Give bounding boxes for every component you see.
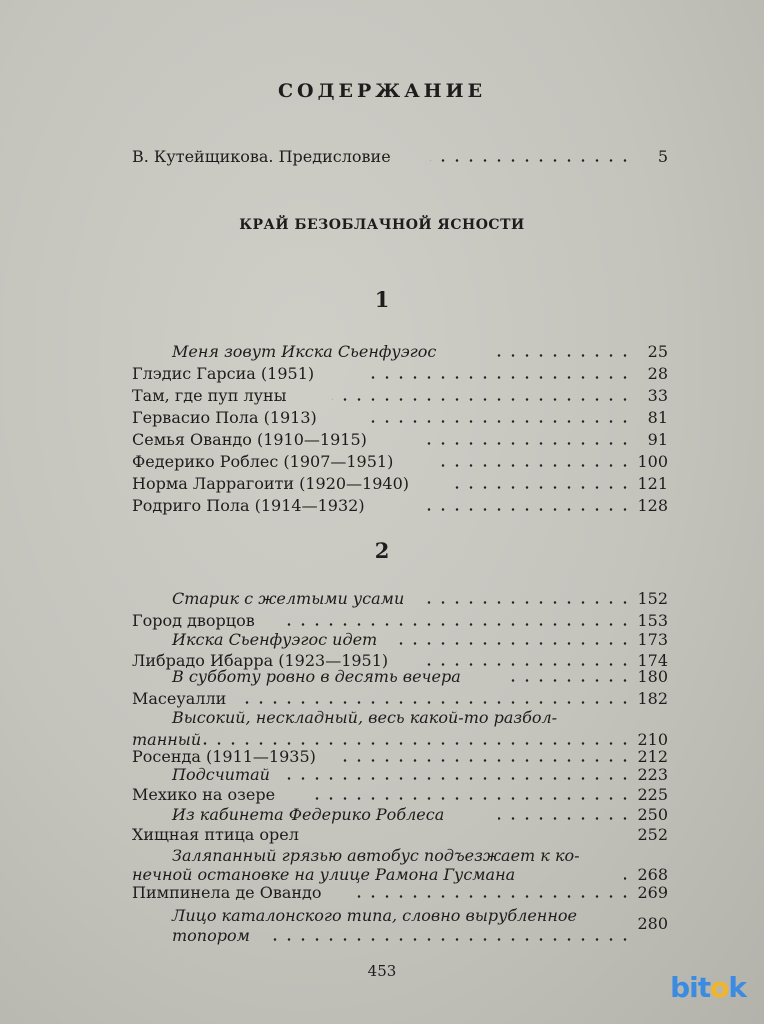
page-title: СОДЕРЖАНИЕ [277,80,487,102]
toc-entry [132,451,668,473]
toc-entry [132,784,668,806]
toc-entry-label: Либрадо Ибарра (1923—1951) [132,651,389,670]
toc-entry-page: 5 [657,147,668,166]
leader-dots [498,817,632,820]
toc-entry-label: В субботу ровно в десять вечера [172,667,461,686]
toc-entry-label: Заляпанный грязью автобус подъезжает к ко- [172,846,580,865]
toc-entry-label: Федерико Роблес (1907—1951) [132,452,394,471]
toc-entry-label: Подсчитай [172,765,270,784]
leader-dots [312,797,632,800]
toc-entry-label: Из кабинета Федерико Роблеса [172,805,445,824]
toc-entry-page: 128 [637,496,668,515]
toc-entry [132,588,668,610]
leader-dots [282,777,632,780]
toc-entry-label: Гервасио Пола (1913) [132,408,317,427]
toc-entry-label: В. Кутейщикова. Предисловие [132,147,391,166]
leader-dots [430,159,632,162]
watermark-text-b: o [710,971,729,1004]
leader-dots [502,679,632,682]
toc-entry-page: 280 [637,914,668,933]
toc-entry [132,341,668,363]
leader-dots [370,420,632,423]
toc-entry-page: 152 [637,589,668,608]
page-number: 453 [367,962,397,980]
toc-entry-page: 173 [637,630,668,649]
toc-entry-page: 210 [637,730,668,749]
toc-entry [132,666,668,688]
toc-entry-page: 223 [637,765,668,784]
toc-entry-page: 174 [637,651,668,670]
toc-entry [132,495,668,517]
leader-dots [624,877,632,880]
toc-entry-label: нечной остановке на улице Рамона Гусмана [132,865,516,884]
leader-dots [362,376,632,379]
leader-dots [418,508,632,511]
leader-dots [492,354,632,357]
toc-entry-page: 225 [637,785,668,804]
toc-entry [132,882,668,904]
watermark-text-a: bit [670,971,711,1004]
toc-entry-label: Город дворцов [132,611,255,630]
toc-entry-label: Меня зовут Икска Сьенфуэгос [172,342,437,361]
toc-entry [132,407,668,429]
leader-dots [440,464,632,467]
toc-entry-label: Старик с желтыми усами [172,589,405,608]
leader-dots [452,486,632,489]
toc-entry-page: 33 [647,386,668,405]
toc-entry-label: Высокий, нескладный, весь какой-то разбол- [172,708,558,727]
watermark-logo [670,971,746,1004]
toc-entry [132,429,668,451]
toc-entry-label: Родриго Пола (1914—1932) [132,496,365,515]
toc-entry-label: Пимпинела де Овандо [132,883,322,902]
toc-entry-page: 250 [637,805,668,824]
leader-dots [432,837,632,840]
toc-entry-page: 81 [647,408,668,427]
leader-dots [202,742,632,745]
toc-entry [132,764,668,786]
toc-entry-label: Норма Ларрагоити (1920—1940) [132,474,410,493]
toc-entry-label: Хищная птица орел [132,825,299,844]
leader-dots [332,398,632,401]
part-number-1: 1 [374,287,390,312]
toc-entry [132,363,668,385]
toc-entry [132,824,668,846]
leader-dots [342,759,632,762]
leader-dots [352,895,632,898]
part-number-2: 2 [374,538,390,563]
toc-entry-page: 153 [637,611,668,630]
toc-entry-label: Икска Сьенфуэгос идет [172,630,378,649]
leader-dots [424,601,632,604]
leader-dots [396,642,632,645]
toc-entry-page: 28 [647,364,668,383]
leader-dots [422,442,632,445]
toc-entry [132,473,668,495]
toc-entry-label: Лицо каталонского типа, словно вырубленное [172,906,577,925]
toc-entry [132,385,668,407]
toc-entry-page: 269 [637,883,668,902]
toc-entry-preface [132,146,668,168]
toc-entry-label: Семья Овандо (1910—1915) [132,430,367,449]
toc-entry-page: 252 [637,825,668,844]
toc-entry-page: 182 [637,689,668,708]
toc-entry [132,629,668,651]
toc-entry-label: Масеуалли [132,689,227,708]
toc-entry-page: 100 [637,452,668,471]
toc-entry-page: 268 [637,865,668,884]
leader-dots [278,623,632,626]
toc-entry-label: Мехико на озере [132,785,276,804]
toc-entry-label: танный [132,730,202,749]
toc-entry-label: Там, где пуп луны [132,386,287,405]
toc-entry-page: 25 [647,342,668,361]
toc-entry-page: 121 [637,474,668,493]
toc-entry-page: 180 [637,667,668,686]
watermark-text-c: k [728,971,746,1004]
section-title: КРАЙ БЕЗОБЛАЧНОЙ ЯСНОСТИ [239,217,525,233]
leader-dots [272,938,632,941]
toc-entry-label: топором [172,926,250,945]
toc-entry-page: 212 [637,747,668,766]
toc-entry [132,804,668,826]
toc-entry-label: Росенда (1911—1935) [132,747,316,766]
toc-entry-page: 91 [647,430,668,449]
leader-dots [236,701,632,704]
toc-entry-label: Глэдис Гарсиа (1951) [132,364,315,383]
